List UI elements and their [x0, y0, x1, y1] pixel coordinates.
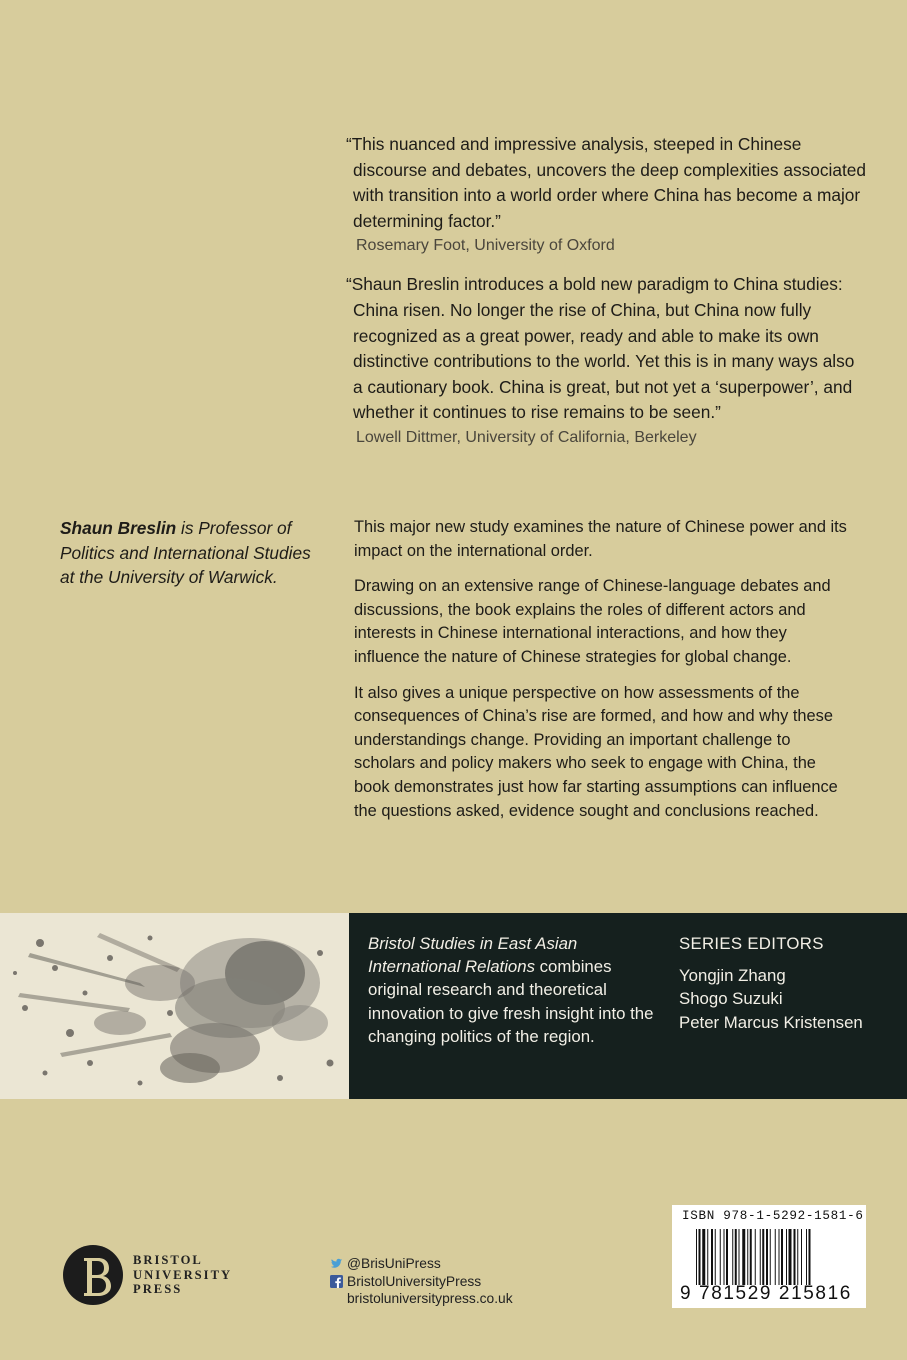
barcode-bar — [724, 1229, 725, 1285]
isbn-label: ISBN 978-1-5292-1581-6 — [682, 1209, 864, 1223]
series-editor: Yongjin Zhang — [679, 966, 786, 986]
facebook-icon — [330, 1275, 343, 1288]
twitter-handle[interactable]: @BrisUniPress — [347, 1256, 441, 1271]
barcode-bar — [720, 1229, 721, 1285]
endorsement-quote — [346, 132, 866, 258]
barcode-bar — [762, 1229, 764, 1285]
barcode-bar — [766, 1229, 768, 1285]
barcode-bar — [781, 1229, 783, 1285]
quote-attribution: Lowell Dittmer, University of California, Berkeley — [356, 428, 697, 446]
series-panel — [349, 913, 907, 1099]
author-name: Shaun Breslin — [60, 518, 177, 538]
logo-line: PRESS — [133, 1282, 183, 1297]
twitter-icon — [330, 1257, 343, 1270]
series-blurb-text: combines original research and theoretical innovation to give fresh insight into the changing politics of the region. — [368, 957, 654, 1046]
series-description — [368, 932, 658, 1048]
barcode-bar — [715, 1229, 716, 1285]
facebook-page[interactable]: BristolUniversityPress — [347, 1273, 482, 1289]
barcode — [696, 1229, 856, 1285]
author-bio-text: is Professor of Politics and International Studies at the University of Warwick. — [60, 518, 311, 587]
website-row — [330, 1290, 513, 1308]
barcode-bar — [696, 1229, 697, 1285]
barcode-bar — [742, 1229, 745, 1285]
description-paragraph: It also gives a unique perspective on how assessments of the consequences of China’s rise are formed, and how and why these understandings change. Providing an important challenge to scholars and policy makers who seek to engage with China, the book demonstrates just how far starting assumptions can influence the questions asked, evidence sought and conclusions reached. — [354, 683, 838, 820]
series-editor: Shogo Suzuki — [679, 989, 783, 1009]
description-paragraph: Drawing on an extensive range of Chinese-language debates and discussions, the book explains the roles of different actors and interests in Chinese international interactions, and how they influence the nature of Chinese strategies for global change. — [354, 577, 831, 666]
barcode-bar — [707, 1229, 708, 1285]
publisher-logo — [62, 1244, 262, 1308]
series-editor: Peter Marcus Kristensen — [679, 1012, 863, 1032]
quote-text: “Shaun Breslin introduces a bold new paradigm to China studies: China risen. No longer the rise of China, but China now fully recognized as a great power, ready and able to make its own distinctive contributions to the world. Yet this is in many ways also a cautionary book. China is great, but not yet a ‘superpower’, and whether it continues to rise remains to be seen.” — [346, 274, 855, 423]
barcode-bar — [739, 1229, 740, 1285]
twitter-row — [330, 1255, 513, 1273]
barcode-bar — [750, 1229, 752, 1285]
barcode-bar — [809, 1229, 811, 1285]
series-name: Bristol Studies in East Asian International Relations — [368, 934, 578, 977]
quote-text: “This nuanced and impressive analysis, steeped in Chinese discourse and debates, uncovers the deep complexities associated with transition into a world order where China has become a major determining factor.” — [346, 134, 866, 231]
barcode-bar — [779, 1229, 780, 1285]
series-editors — [679, 932, 899, 1034]
barcode-bar — [789, 1229, 792, 1285]
barcode-bar — [801, 1229, 802, 1285]
publisher-contacts — [330, 1255, 513, 1308]
description-paragraph: This major new study examines the nature of Chinese power and its impact on the international order. — [354, 518, 847, 560]
barcode-bar — [770, 1229, 771, 1285]
book-description — [354, 516, 854, 835]
series-editors-heading: SERIES EDITORS — [679, 934, 824, 953]
logo-line: BRISTOL — [133, 1253, 203, 1267]
ink-splash-art — [0, 913, 349, 1099]
endorsement-quote — [346, 272, 866, 450]
barcode-bar — [726, 1229, 728, 1285]
barcode-bar — [755, 1229, 756, 1285]
barcode-bar — [760, 1229, 761, 1285]
author-bio — [60, 516, 322, 590]
barcode-bar — [747, 1229, 748, 1285]
isbn-digits: 9 781529 215816 — [680, 1283, 852, 1304]
barcode-bar — [806, 1229, 807, 1285]
barcode-bar — [735, 1229, 737, 1285]
barcode-bar — [794, 1229, 796, 1285]
barcode-bar — [797, 1229, 798, 1285]
logo-line: UNIVERSITY — [133, 1267, 233, 1282]
website-link[interactable]: bristoluniversitypress.co.uk — [347, 1291, 513, 1307]
endorsements — [346, 132, 866, 464]
facebook-row — [330, 1273, 513, 1291]
barcode-bar — [775, 1229, 776, 1285]
barcode-bar — [711, 1229, 713, 1285]
barcode-bar — [786, 1229, 787, 1285]
series-band — [0, 913, 907, 1099]
quote-attribution: Rosemary Foot, University of Oxford — [356, 237, 615, 255]
barcode-bar — [732, 1229, 733, 1285]
publisher-name — [133, 1253, 232, 1297]
isbn-barcode-box — [672, 1205, 866, 1308]
barcode-bar — [702, 1229, 705, 1285]
barcode-bar — [699, 1229, 701, 1285]
university-logo-icon — [62, 1244, 124, 1306]
